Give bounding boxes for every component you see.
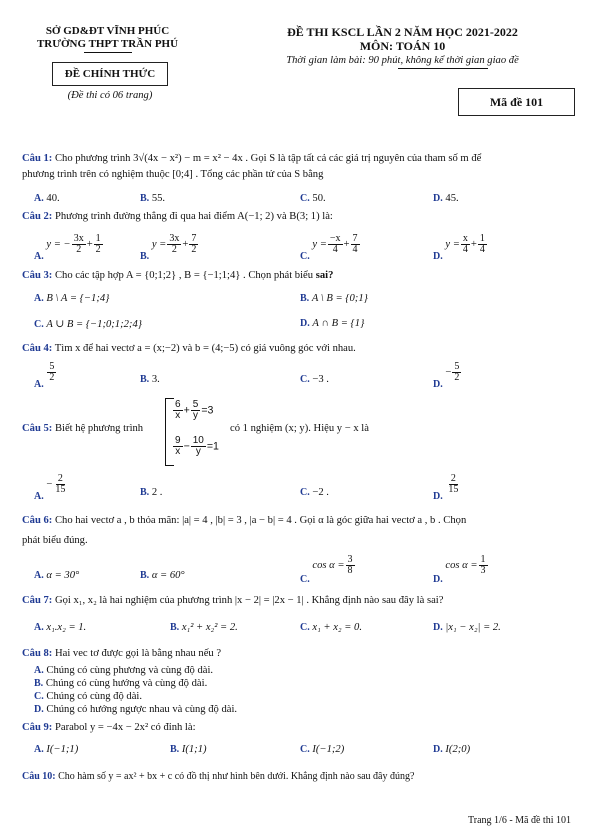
option-d[interactable]: D. I(2;0) (433, 744, 471, 755)
option-b[interactable]: B. Chúng có cùng hướng và cùng độ dài. (34, 678, 208, 689)
option-a[interactable]: A. x₁.x₂ = 1. (34, 622, 87, 633)
question-10: Câu 10: Cho hàm số y = ax² + bx + c có đồ thị như hình bên dưới. Khẳng định nào sau đây đúng? (22, 771, 415, 782)
option-c[interactable]: C. y = $\frac{-x}{4}$ + $\frac{7}{4}$ (300, 233, 358, 262)
option-b[interactable]: B. α = 60° (140, 570, 185, 581)
question-text: phát biểu đúng. (22, 535, 88, 546)
time-limit: Thời gian làm bài: 90 phút, không kể thời gian giao đề (286, 55, 519, 66)
option-a[interactable]: A. 40. (34, 193, 60, 204)
option-a[interactable]: A. $\frac{5}{2}$ (34, 361, 55, 390)
question-3: Câu 3: Cho các tập hợp A = {0;1;2} , B = {−1;1;4} . Chọn phát biểu sai? (22, 270, 334, 281)
question-9: Câu 9: Parabol y = −4x − 2x² có đỉnh là: (22, 722, 196, 733)
option-b[interactable]: B. 2 . (140, 487, 163, 498)
option-a[interactable]: A. Chúng có cùng phương và cùng độ dài. (34, 665, 214, 676)
page-footer: Trang 1/6 - Mã đề thi 101 (468, 815, 571, 826)
question-4: Câu 4: Tìm x để hai vectơ a = (x;−2) và b = (4;−5) có giá vuông góc với nhau. (22, 343, 356, 354)
exam-code: Mã đề 101 (458, 88, 575, 116)
option-c[interactable]: C. I(−1;2) (300, 744, 345, 755)
subject: MÔN: TOÁN 10 (359, 39, 446, 53)
option-d[interactable]: D. 45. (433, 193, 459, 204)
option-c[interactable]: C. −3 . (300, 374, 329, 385)
option-c[interactable]: C. Chúng có cùng độ dài. (34, 691, 143, 702)
option-c[interactable]: C. A ∪ B = {−1;0;1;2;4} (34, 319, 142, 330)
org-name: SỞ GD&ĐT VĨNH PHÚC (45, 25, 170, 37)
question-2: Câu 2: Phương trình đường thẳng đi qua hai điểm A(−1; 2) và B(3; 1) là: (22, 211, 333, 222)
option-b[interactable]: B. I(1;1) (170, 744, 207, 755)
question-8: Câu 8: Hai vec tơ được gọi là bằng nhau nếu ? (22, 648, 222, 659)
option-a[interactable]: A. I(−1;1) (34, 744, 79, 755)
option-a[interactable]: A. − $\frac{2}{15}$ (34, 473, 66, 502)
divider (84, 52, 132, 53)
option-d[interactable]: D. cos α = $\frac{1}{3}$ (433, 554, 486, 585)
page-count: (Đề thi có 06 trang) (67, 90, 153, 101)
option-d[interactable]: D. Chúng có hướng ngược nhau và cùng độ dài. (34, 704, 238, 715)
question-1 (22, 153, 481, 164)
option-a[interactable]: A. B \ A = {−1;4} (34, 293, 110, 304)
equation-1: $\frac{6}{x}$ + $\frac{5}{y}$ =3 (175, 399, 214, 421)
option-d[interactable]: D. $\frac{2}{15}$ (433, 473, 459, 502)
option-b[interactable]: B. x₁² + x₂² = 2. (170, 622, 238, 633)
option-a[interactable]: A. y = − $\frac{3x}{2}$ + $\frac{1}{2}$ (34, 233, 101, 262)
option-c[interactable]: C. 50. (300, 193, 326, 204)
option-d[interactable]: D. |x₁ − x₂| = 2. (433, 622, 501, 633)
option-b[interactable]: B. A \ B = {0;1} (300, 293, 368, 304)
option-b[interactable]: B. 3. (140, 374, 160, 385)
option-d[interactable]: D. A ∩ B = {1} (300, 318, 365, 329)
question-6: Câu 6: Cho hai vectơ a , b thỏa mãn: |a| = 4 , |b| = 3 , |a − b| = 4 . Gọi α là góc giữa hai vectơ a , b . Chọn (22, 515, 467, 526)
equation-2: $\frac{9}{x}$ − $\frac{10}{y}$ =1 (175, 435, 219, 457)
option-d[interactable]: D. − $\frac{5}{2}$ (433, 361, 460, 390)
divider (398, 68, 488, 69)
exam-title: ĐỀ THI KSCL LẦN 2 NĂM HỌC 2021-2022 (287, 25, 518, 39)
question-text: Cho phương trình 3√(4x − x²) − m = x² − 4x . Gọi S là tập tất cả các giá trị nguyên của tham số m để (54, 153, 482, 164)
option-c[interactable]: C. cos α = $\frac{3}{8}$ (300, 554, 353, 585)
question-text: có 1 nghiệm (x; y). Hiệu y − x là (230, 423, 369, 434)
option-d[interactable]: D. y = $\frac{x}{4}$ + $\frac{1}{4}$ (433, 233, 485, 262)
question-7: Câu 7: Gọi x₁, x₂ là hai nghiệm của phương trình |x − 2| = |2x − 1| . Khẳng định nào sau đây là sai? (22, 595, 444, 606)
option-a[interactable]: A. α = 30° (34, 570, 80, 581)
option-b[interactable]: B. y = $\frac{3x}{2}$ + $\frac{7}{2}$ (140, 233, 197, 262)
question-text: phương trình trên có nghiệm thuộc [0;4] . Tổng các phần tử của S bằng (22, 169, 324, 180)
official-badge: ĐỀ CHÍNH THỨC (52, 62, 168, 86)
question-5: Câu 5: Biết hệ phương trình (22, 423, 144, 434)
option-b[interactable]: B. 55. (140, 193, 166, 204)
question-label: Câu 1: (22, 153, 53, 164)
school-name: TRƯỜNG THPT TRẦN PHÚ (36, 38, 179, 50)
option-c[interactable]: C. x₁ + x₂ = 0. (300, 622, 362, 633)
option-c[interactable]: C. −2 . (300, 487, 329, 498)
